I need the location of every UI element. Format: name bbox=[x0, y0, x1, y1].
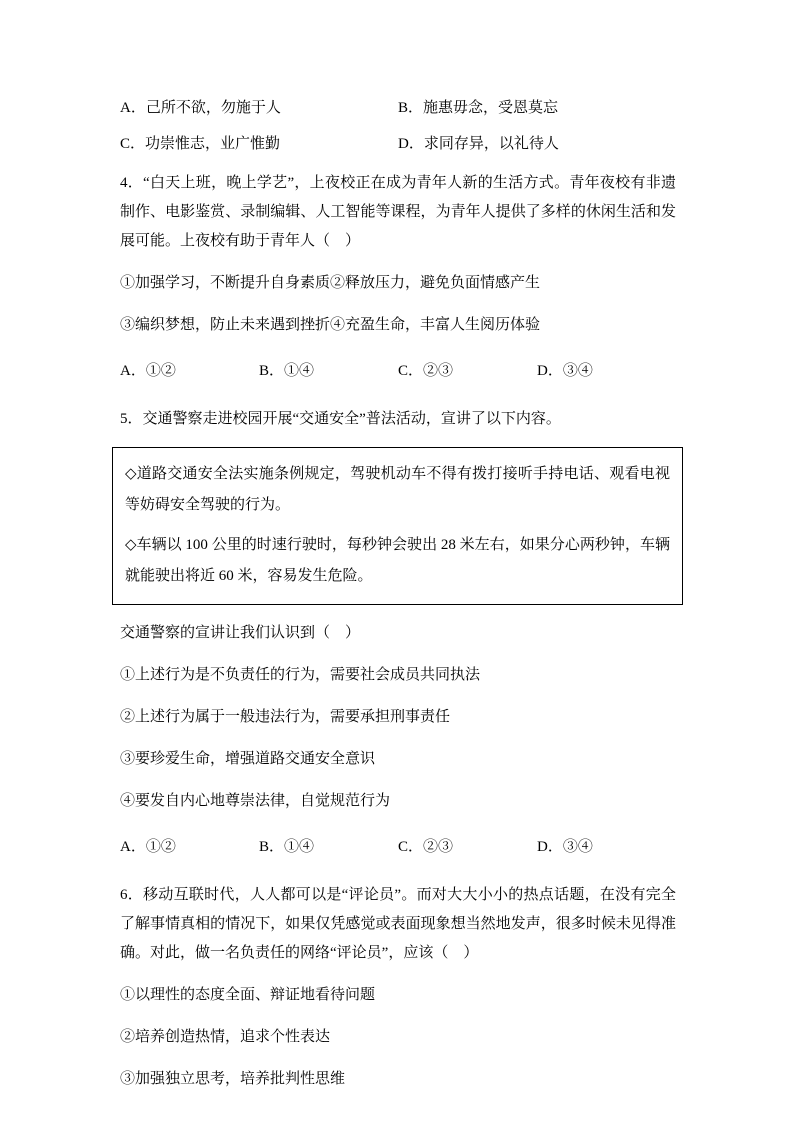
question-5-option-a: A．①② bbox=[120, 839, 176, 855]
prev-question-option-a: A．己所不欲，勿施于人 bbox=[120, 100, 281, 116]
question-4-item-line-1: ①加强学习，不断提升自身素质②释放压力，避免负面情感产生 bbox=[120, 275, 541, 291]
question-5-option-d: D．③④ bbox=[537, 839, 593, 855]
question-4-option-b: B．①④ bbox=[259, 363, 315, 379]
question-6-stem: 6．移动互联时代，人人都可以是“评论员”。而对大大小小的热点话题，在没有完全了解事情真相的情况下，如果仅凭感觉或表面现象想当然地发声，很多时候未见得准确。对此，做一名负责任的网络“评论员”，应该（ ） bbox=[120, 887, 676, 961]
question-4-option-d: D．③④ bbox=[537, 363, 593, 379]
question-5-option-c: C．②③ bbox=[398, 839, 454, 855]
question-6-item-1: ①以理性的态度全面、辩证地看待问题 bbox=[120, 987, 376, 1003]
question-5-question: 交通警察的宣讲让我们认识到（ ） bbox=[120, 625, 361, 641]
question-4-option-c: C．②③ bbox=[398, 363, 454, 379]
question-5-material-point-2: ◇车辆以 100 公里的时速行驶时，每秒钟会驶出 28 米左右，如果分心两秒钟，车辆就能驶出将近 60 米，容易发生危险。 bbox=[125, 537, 670, 584]
prev-question-option-b: B．施惠毋念，受恩莫忘 bbox=[398, 100, 559, 116]
question-5-item-1: ①上述行为是不负责任的行为，需要社会成员共同执法 bbox=[120, 667, 481, 683]
question-5-item-4: ④要发自内心地尊崇法律，自觉规范行为 bbox=[120, 793, 391, 809]
question-6-item-2: ②培养创造热情，追求个性表达 bbox=[120, 1029, 331, 1045]
question-5-material-point-1: ◇道路交通安全法实施条例规定，驾驶机动车不得有拨打接听手持电话、观看电视等妨碍安全驾驶的行为。 bbox=[125, 466, 670, 513]
question-5-item-2: ②上述行为属于一般违法行为，需要承担刑事责任 bbox=[120, 709, 451, 725]
question-4-item-line-2: ③编织梦想，防止未来遇到挫折④充盈生命，丰富人生阅历体验 bbox=[120, 317, 541, 333]
prev-question-options-row-1 bbox=[120, 94, 676, 123]
question-5-options-row bbox=[120, 833, 676, 862]
question-5-option-b: B．①④ bbox=[259, 839, 315, 855]
prev-question-options-row-2 bbox=[120, 130, 676, 159]
question-5-item-3: ③要珍爱生命，增强道路交通安全意识 bbox=[120, 751, 376, 767]
prev-question-option-d: D．求同存异，以礼待人 bbox=[398, 136, 559, 152]
prev-question-option-c: C．功崇惟志，业广惟勤 bbox=[120, 136, 281, 152]
question-4-stem: 4．“白天上班，晚上学艺”，上夜校正在成为青年人新的生活方式。青年夜校有非遗制作、电影鉴赏、录制编辑、人工智能等课程，为青年人提供了多样的休闲生活和发展可能。上夜校有助于青年人（ ） bbox=[120, 175, 676, 249]
question-5-intro: 5．交通警察走进校园开展“交通安全”普法活动，宣讲了以下内容。 bbox=[120, 411, 561, 427]
question-6-item-3: ③加强独立思考，培养批判性思维 bbox=[120, 1071, 346, 1087]
question-4-option-a: A．①② bbox=[120, 363, 176, 379]
question-5-material-box bbox=[112, 447, 683, 605]
question-4-options-row bbox=[120, 357, 676, 386]
